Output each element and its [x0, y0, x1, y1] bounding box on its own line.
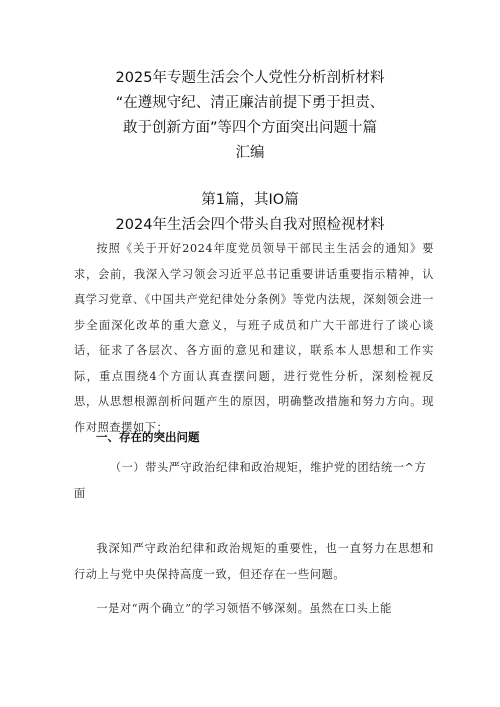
paragraph-2-block: [74, 536, 434, 587]
heading-level-1: 一、存在的突出问题: [96, 430, 200, 444]
part-label: 第1篇，其IO篇: [201, 192, 299, 208]
heading-level-2: （一）带头严守政治纪律和政治规矩，维护党的团结统一^方面: [74, 461, 427, 500]
intro-paragraph-block: [74, 236, 434, 440]
section-title: 2024年生活会四个带头自我对照检视材料: [115, 217, 385, 233]
section-header: [60, 188, 440, 238]
document-title: [60, 66, 440, 166]
paragraph-3-block: [74, 596, 434, 622]
paragraph-3: 一是对“两个确立”的学习领悟不够深刻。虽然在口头上能: [96, 602, 392, 615]
paragraph-2: 我深知严守政治纪律和政治规矩的重要性，也一直努力在思想和行动上与党中央保持高度一致，但还存在一些问题。: [74, 542, 434, 581]
title-line-2: “在遵规守纪、清正廉洁前提下勇于担责、: [115, 95, 385, 111]
intro-paragraph: 按照《关于开好2024年度党员领导干部民主生活会的通知》要求，会前，我深入学习领会习近平总书记重要讲话重要指示精神，认真学习党章、《中国共产党纪律处分条例》等党内法规，深刻领会进一步全面深化改革的重大意义，与班子成员和广大干部进行了谈心谈话，征求了各层次、各方面的意见和建议，联系本人思想和工作实际，重点围绕4个方面认真查摆问题，进行党性分析，深刻检视反思，从思想根源剖析问题产生的原因，明确整改措施和努力方向。现作对照查摆如下：: [74, 242, 434, 434]
title-line-1: 2025年专题生活会个人党性分析剖析材料: [115, 70, 385, 86]
title-line-4: 汇编: [235, 145, 265, 161]
title-line-3: 敢于创新方面”等四个方面突出问题十篇: [122, 120, 377, 136]
